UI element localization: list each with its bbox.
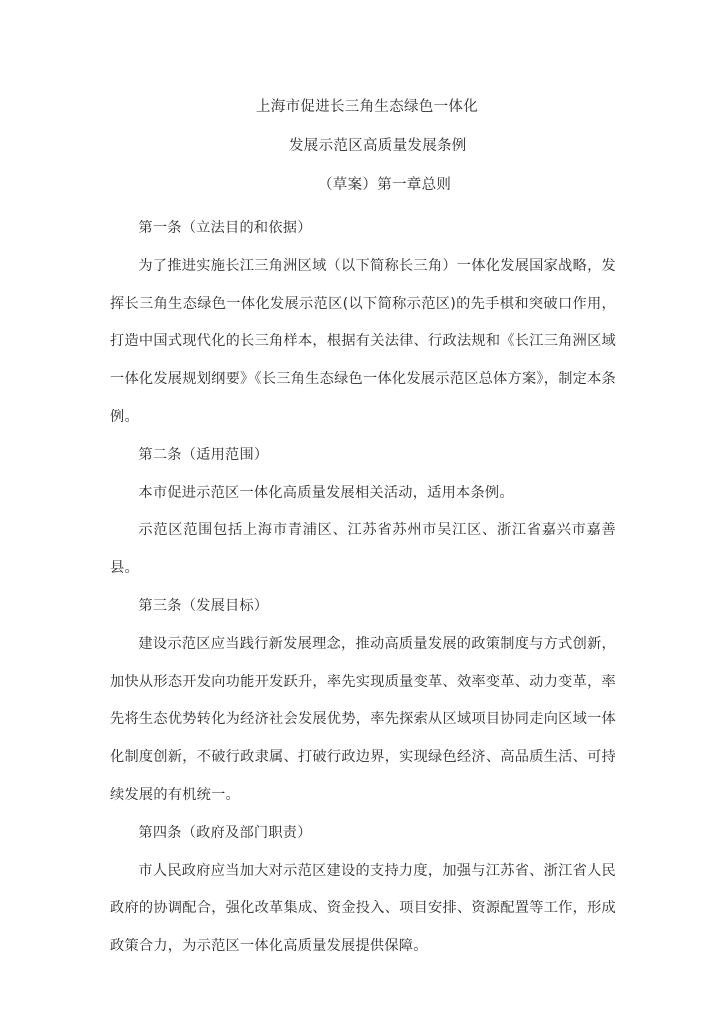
article-2-paragraph-2: 示范区范围包括上海市青浦区、江苏省苏州市吴江区、浙江省嘉兴市嘉善县。 [110, 522, 616, 577]
article-4-heading: 第四条（政府及部门职责） [138, 824, 312, 841]
title-line-3: （草案）第一章总则 [318, 177, 452, 193]
title-line-2: 发展示范区高质量发展条例 [289, 138, 467, 154]
article-3-heading: 第三条（发展目标） [138, 597, 269, 614]
article-2-paragraph-1: 本市促进示范区一体化高质量发展相关活动，适用本条例。 [138, 484, 514, 501]
document-body [110, 210, 616, 966]
article-1-heading: 第一条（立法目的和依据） [138, 220, 312, 236]
title-line-1: 上海市促进长三角生态绿色一体化 [256, 99, 478, 115]
article-1-paragraph-1: 为了推进实施长江三角洲区域（以下简称长三角）一体化发展国家战略，发挥长三角生态绿色一体化发展示范区(以下简称示范区)的先手棋和突破口作用，打造中国式现代化的长三角样本，根据有关法律、行政法规和《长江三角洲区域一体化发展规划纲要》《长三角生态绿色一体化发展示范区总体方案》，制定本条例。 [110, 257, 616, 425]
article-2-heading: 第二条（适用范围） [138, 446, 269, 463]
article-3-paragraph-1: 建设示范区应当践行新发展理念，推动高质量发展的政策制度与方式创新，加快从形态开发向功能开发跃升，率先实现质量变革、效率变革、动力变革，率先将生态优势转化为经济社会发展优势，率先探索从区域项目协同走向区域一体化制度创新，不破行政隶属、打破行政边界，实现绿色经济、高品质生活、可持续发展的有机统一。 [110, 635, 616, 803]
article-4-paragraph-1: 市人民政府应当加大对示范区建设的支持力度，加强与江苏省、浙江省人民政府的协调配合，强化改革集成、资金投入、项目安排、资源配置等工作，形成政策合力，为示范区一体化高质量发展提供保障。 [110, 862, 616, 955]
